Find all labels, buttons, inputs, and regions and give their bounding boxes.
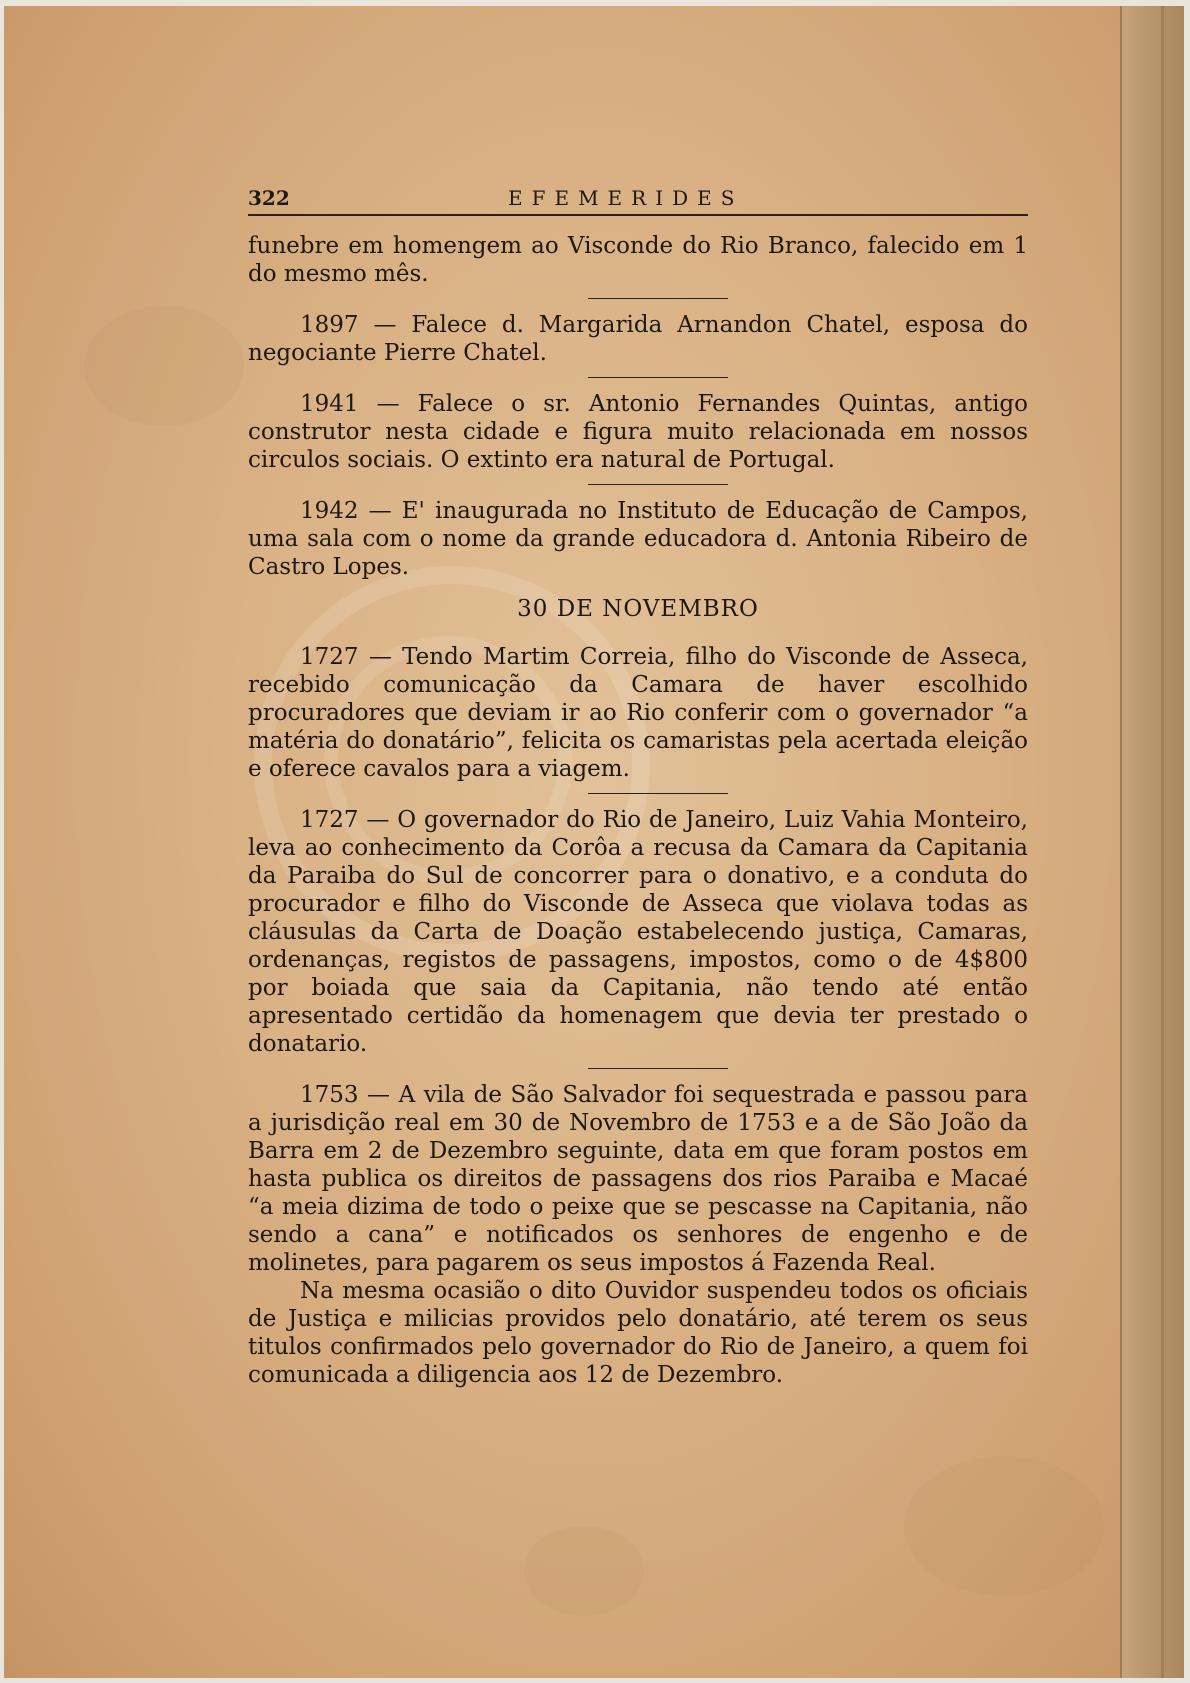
running-head: EFEMERIDES xyxy=(508,186,744,210)
entry-1897: 1897 — Falece d. Margarida Arnandon Chatel, esposa do negociante Pierre Chatel. xyxy=(248,312,1028,366)
entry-1753-continuation: Na mesma ocasião o dito Ouvidor suspendeu todos os oficiais de Justiça e milicias providos pelo donatário, até terem os seus titulos confirmados pelo governador do Rio de Janeiro, a quem foi comunicada a diligencia aos 12 de Dezembro. xyxy=(248,1278,1028,1388)
entry-divider xyxy=(588,1068,728,1069)
book-spine xyxy=(1120,6,1184,1678)
entry-divider xyxy=(588,484,728,485)
entry-1941: 1941 — Falece o sr. Antonio Fernandes Quintas, antigo construtor nesta cidade e figura muito relacionada em nossos circulos sociais. O extinto era natural de Portugal. xyxy=(248,391,1028,473)
entry-divider xyxy=(588,793,728,794)
entry-continuation: funebre em homengem ao Visconde do Rio Branco, falecido em 1 do mesmo mês. xyxy=(248,233,1028,287)
page-header xyxy=(248,184,1028,216)
page-text xyxy=(248,184,1028,1389)
entry-1727-a: 1727 — Tendo Martim Correia, filho do Visconde de Asseca, recebido comunicação da Camara de haver escolhido procuradores que deviam ir ao Rio conferir com o governador “a matéria do donatário”, felicita os camaristas pela acertada eleição e oferece cavalos para a viagem. xyxy=(248,644,1028,782)
page-number: 322 xyxy=(248,186,290,210)
entry-1727-b: 1727 — O governador do Rio de Janeiro, Luiz Vahia Monteiro, leva ao conhecimento da Corôa a recusa da Camara da Capitania da Paraiba do Sul de concorrer para o donativo, e a conduta do procurador e filho do Visconde de Asseca que violava todas as cláusulas da Carta de Doação estabelecendo justiça, Camaras, ordenanças, registos de passagens, impostos, como o de 4$800 por boiada que saia da Capitania, não tendo até então apresentado certidão da homenagem que devia ter prestado o donatario. xyxy=(248,807,1028,1057)
book-page xyxy=(4,6,1184,1678)
paper-stain xyxy=(524,1526,644,1616)
paper-stain xyxy=(904,1456,1104,1596)
entry-1942: 1942 — E' inaugurada no Instituto de Educação de Campos, uma sala com o nome da grande educadora d. Antonia Ribeiro de Castro Lopes. xyxy=(248,498,1028,580)
section-title: 30 DE NOVEMBRO xyxy=(517,596,759,622)
entry-1753: 1753 — A vila de São Salvador foi sequestrada e passou para a jurisdição real em 30 de Novembro de 1753 e a de São João da Barra em 2 de Dezembro seguinte, data em que foram postos em hasta publica os direitos de passagens dos rios Paraiba e Macaé “a meia dizima de todo o peixe que se pescasse na Capitania, não sendo a cana” e notificados os senhores de engenho e de molinetes, para pagarem os seus impostos á Fazenda Real. xyxy=(248,1082,1028,1276)
entry-divider xyxy=(588,298,728,299)
entry-divider xyxy=(588,377,728,378)
paper-stain xyxy=(84,306,244,426)
